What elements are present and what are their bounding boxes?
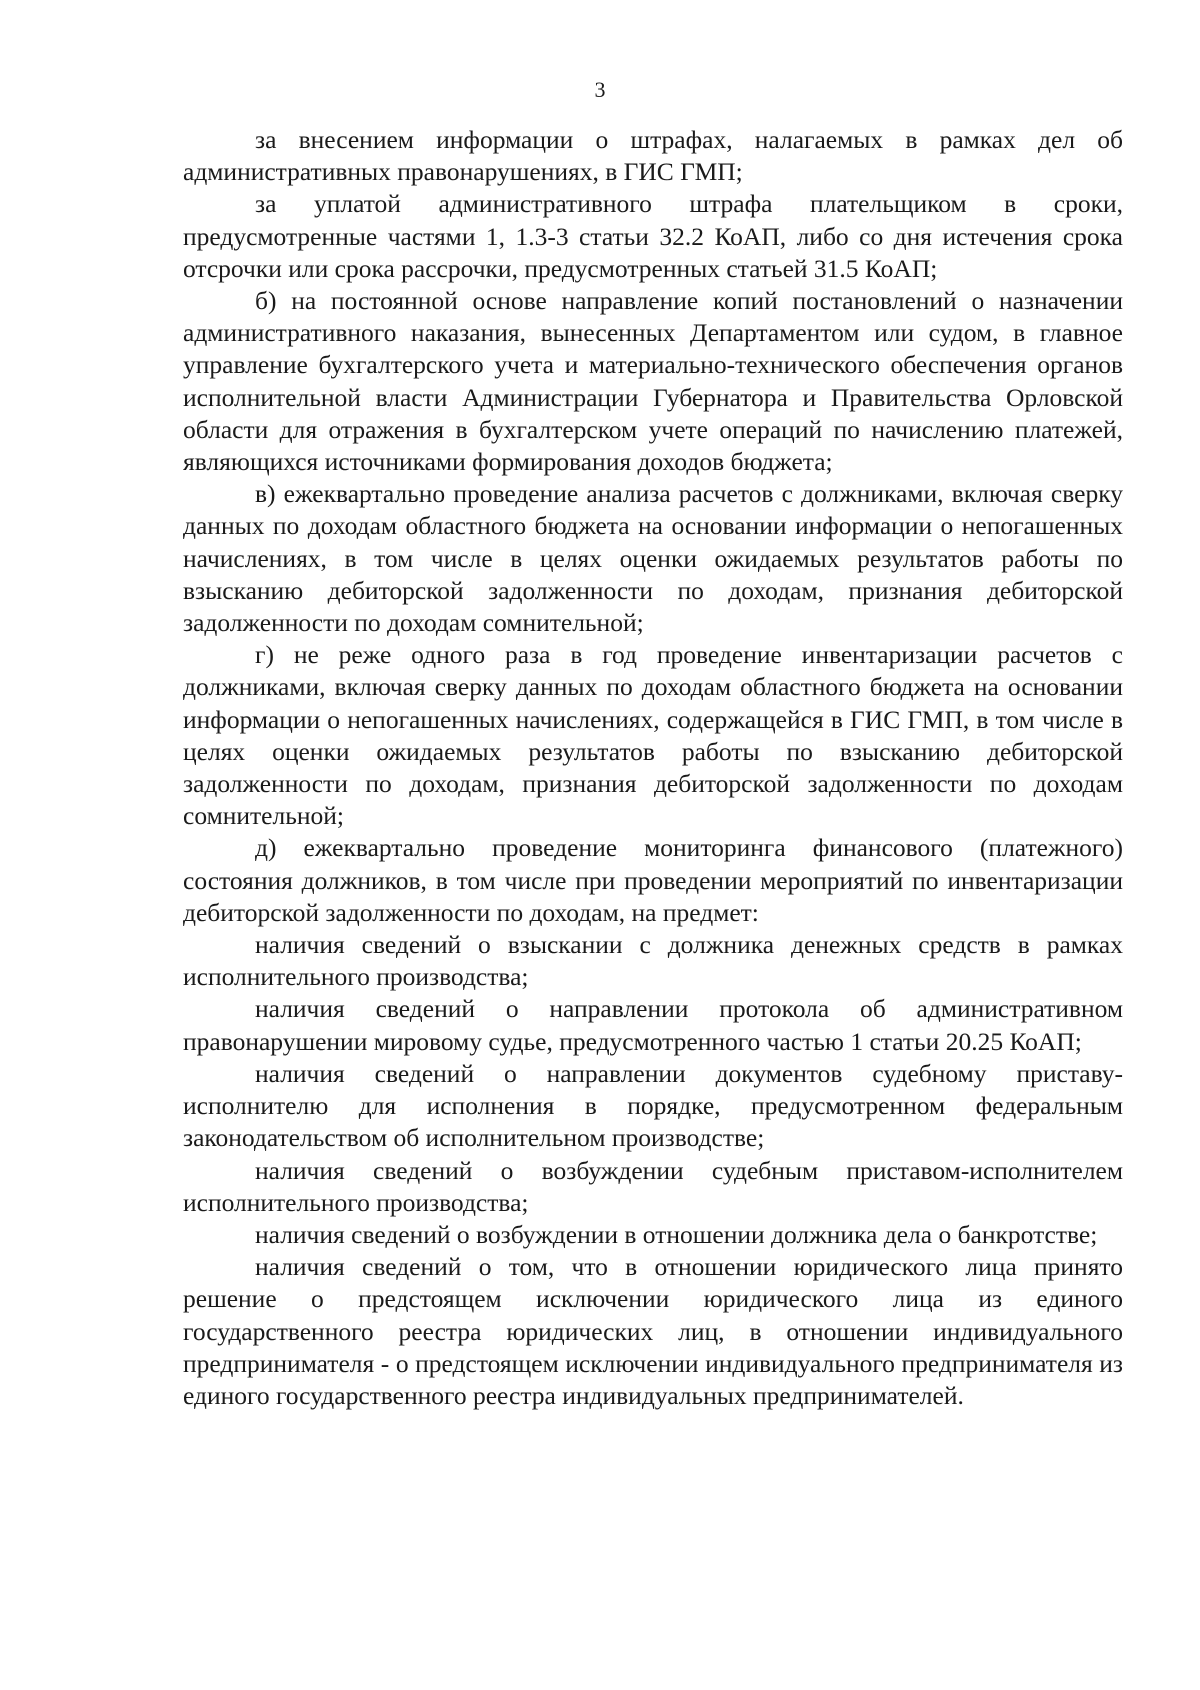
paragraph: наличия сведений о направлении протокола об административном правонарушении мировому судье, предусмотренного частью 1 статьи 20.25 КоАП; xyxy=(183,994,1123,1056)
page-number: 3 xyxy=(594,77,606,102)
paragraph: б) на постоянной основе направление копий постановлений о назначении административного наказания, вынесенных Департаментом или судом, в главное управление бухгалтерского учета и материально-технического обеспечения органов исполнительной власти Администрации Губернатора и Правительства Орловской области для отражения в бухгалтерском учете операций по начислению платежей, являющихся источниками формирования доходов бюджета; xyxy=(183,286,1123,477)
paragraph: наличия сведений о том, что в отношении юридического лица принято решение о предстоящем исключении юридического лица из единого государственного реестра юридических лиц, в отношении индивидуального предпринимателя - о предстоящем исключении индивидуального предпринимателя из единого государственного реестра индивидуальных предпринимателей. xyxy=(183,1252,1123,1410)
paragraph: г) не реже одного раза в год проведение инвентаризации расчетов с должниками, включая сверку данных по доходам областного бюджета на основании информации о непогашенных начислениях, содержащейся в ГИС ГМП, в том числе в целях оценки ожидаемых результатов работы по взысканию дебиторской задолженности по доходам, признания дебиторской задолженности по доходам сомнительной; xyxy=(183,640,1123,831)
paragraph: за уплатой административного штрафа плательщиком в сроки, предусмотренные частями 1, 1.3-3 статьи 32.2 КоАП, либо со дня истечения срока отсрочки или срока рассрочки, предусмотренных статьей 31.5 КоАП; xyxy=(183,189,1123,283)
paragraph: наличия сведений о направлении документов судебному приставу-исполнителю для исполнения в порядке, предусмотренном федеральным законодательством об исполнительном производстве; xyxy=(183,1058,1123,1153)
paragraph: за внесением информации о штрафах, налагаемых в рамках дел об административных правонарушениях, в ГИС ГМП; xyxy=(183,125,1123,187)
document-body xyxy=(183,124,1123,1412)
paragraph: наличия сведений о возбуждении в отношении должника дела о банкротстве; xyxy=(255,1219,1098,1249)
paragraph: в) ежеквартально проведение анализа расчетов с должниками, включая сверку данных по доходам областного бюджета на основании информации о непогашенных начислениях, в том числе в целях оценки ожидаемых результатов работы по взысканию дебиторской задолженности по доходам, признания дебиторской задолженности по доходам сомнительной; xyxy=(183,479,1123,638)
paragraph: наличия сведений о взыскании с должника денежных средств в рамках исполнительного производства; xyxy=(183,930,1123,992)
paragraph: д) ежеквартально проведение мониторинга финансового (платежного) состояния должников, в том числе при проведении мероприятий по инвентаризации дебиторской задолженности по доходам, на предмет: xyxy=(183,833,1123,927)
paragraph: наличия сведений о возбуждении судебным приставом-исполнителем исполнительного производства; xyxy=(183,1155,1123,1217)
